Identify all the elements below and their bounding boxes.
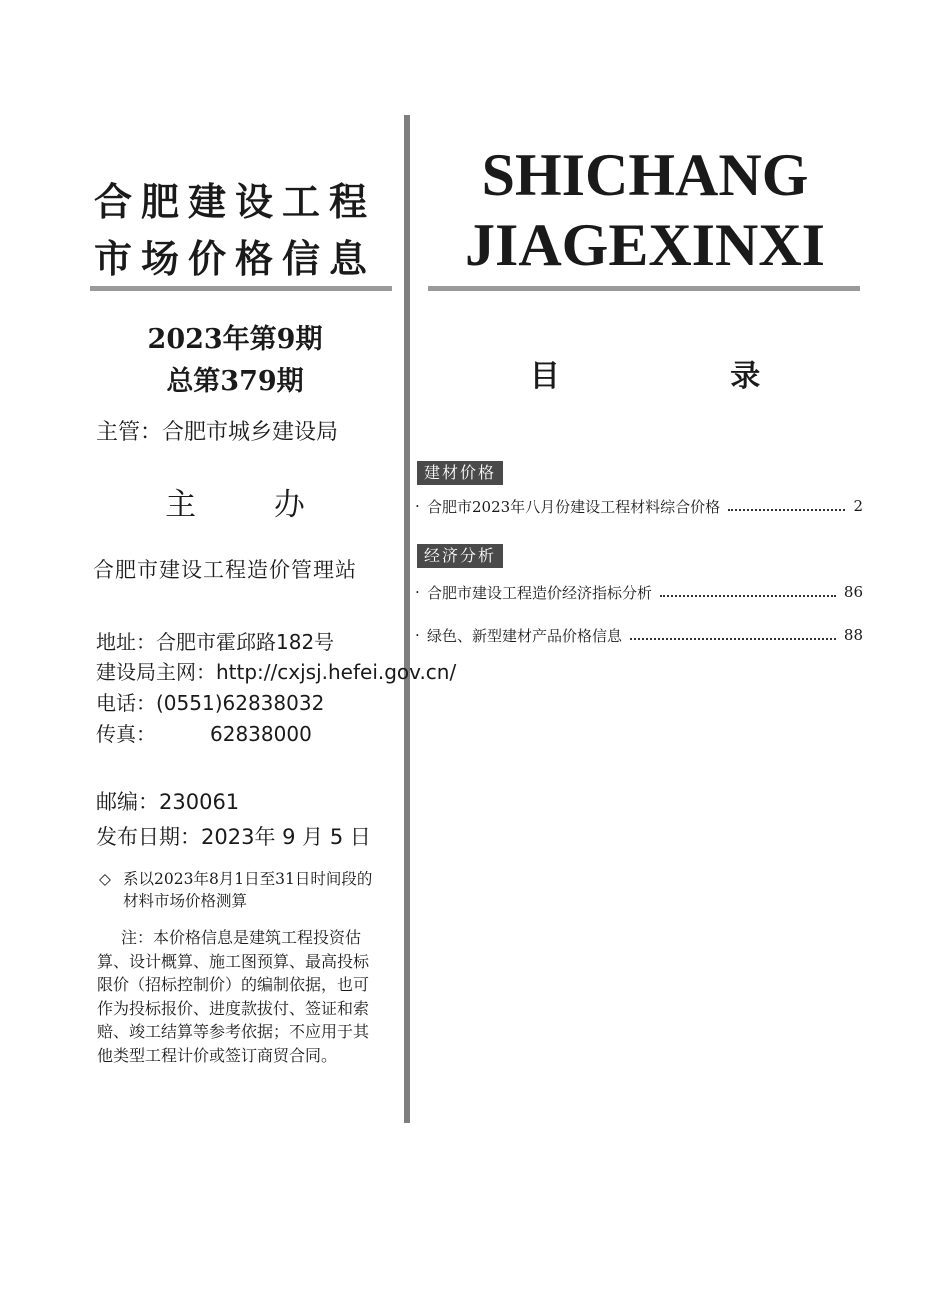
remark-line: 他类型工程计价或签订商贸合同。 — [97, 1045, 338, 1065]
total-issue-number: 总第379期 — [166, 366, 304, 397]
diamond-icon: ◇ — [99, 870, 111, 888]
toc-entry[interactable] — [415, 624, 863, 646]
toc-entry-title: 绿色、新型建材产品价格信息 — [427, 626, 623, 645]
toc-heading: 目 录 — [529, 359, 841, 394]
right-title-rule — [428, 286, 860, 291]
fax-value: 62838000 — [210, 722, 312, 746]
toc-entry[interactable] — [415, 495, 863, 517]
magazine-title-line1: 合肥建设工程 — [93, 180, 376, 224]
toc-entry-title: 合肥市建设工程造价经济指标分析 — [427, 583, 653, 602]
toc-entry[interactable] — [415, 581, 863, 603]
left-title-rule — [90, 286, 392, 291]
publish-date: 发布日期：2023年 9 月 5 日 — [96, 825, 371, 849]
postcode: 邮编：230061 — [96, 790, 240, 814]
phone: 电话：(0551)62838032 — [96, 691, 325, 715]
bullet-icon: · — [415, 497, 420, 515]
bullet-icon: · — [415, 583, 420, 601]
address: 地址：合肥市霍邱路182号 — [96, 630, 335, 654]
toc-leader-dots — [728, 501, 845, 511]
toc-leader-dots — [660, 587, 836, 597]
remark-line: 注：本价格信息是建筑工程投资估 — [121, 928, 362, 947]
toc-section-tag: 经济分析 — [417, 544, 503, 568]
magazine-title-line2: 市场价格信息 — [93, 237, 376, 281]
website: 建设局主网：http://cxjsj.hefei.gov.cn/ — [96, 660, 457, 684]
toc-entry-page: 2 — [853, 497, 863, 515]
period-note — [99, 868, 372, 913]
toc-entry-page: 88 — [843, 626, 863, 644]
remark-line: 算、设计概算、施工图预算、最高投标 — [97, 951, 370, 971]
bullet-icon: · — [415, 626, 420, 644]
remark-line: 限价（招标控制价）的编制依据，也可 — [97, 975, 370, 994]
period-note-line1: 系以2023年8月1日至31日时间段的 — [123, 870, 373, 888]
toc-section-tag: 建材价格 — [417, 461, 503, 485]
sponsor-name: 合肥市建设工程造价管理站 — [93, 558, 357, 582]
supervisor: 主管：合肥市城乡建设局 — [96, 420, 339, 445]
pinyin-title-line1: SHICHANG — [481, 142, 809, 208]
toc-leader-dots — [630, 630, 836, 640]
issue-number: 2023年第9期 — [147, 324, 323, 355]
period-note-line2: 材料市场价格测算 — [123, 892, 248, 911]
remark — [97, 926, 387, 1067]
pinyin-title-line2: JIAGEXINXI — [464, 212, 826, 278]
column-divider — [404, 115, 410, 1123]
toc-entry-page: 86 — [843, 583, 863, 601]
sponsor-label: 主 办 — [165, 487, 339, 523]
remark-line: 赔、竣工结算等参考依据；不应用于其 — [97, 1022, 370, 1041]
fax-label: 传真： — [96, 722, 156, 746]
toc-entry-title: 合肥市2023年八月份建设工程材料综合价格 — [427, 497, 721, 516]
remark-line: 作为投标报价、进度款拔付、签证和索 — [97, 998, 370, 1018]
